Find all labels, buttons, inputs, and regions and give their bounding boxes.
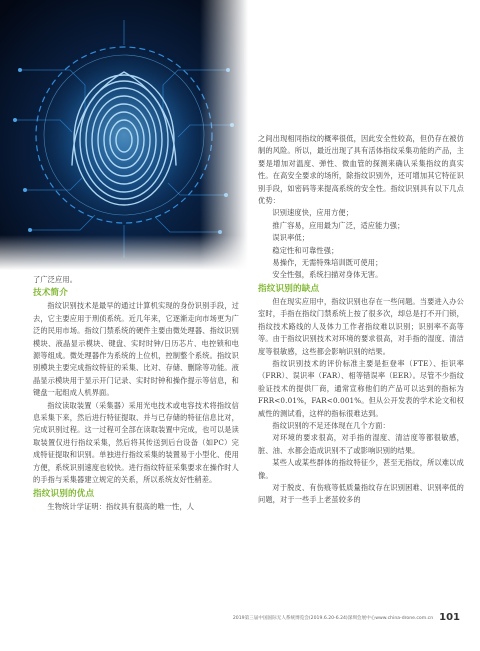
section-heading-disadvantages: 指纹识别的缺点 <box>258 283 320 294</box>
advantage-item: 易操作，无需特殊培训既可使用； <box>272 258 383 268</box>
advantage-item: 安全性强，系统扫描对身体无害。 <box>272 270 383 280</box>
footer-text: 2019第三届中国国际无人系统博览会(2019.6.20-6.24)深圳会展中心www.china-drone.com.cn <box>232 615 434 621</box>
paragraph: 指纹读取装置（采集器）采用光电技术或电容技术将指纹信息采集下来，然后进行特征提取、并与已存储的特征信息比对，完成识别过程。这一过程可全部在读取装置中完成，也可以是读取装置仅进行指纹采集，然后将其传送到后台设备（如PC）完成特征提取和识别。单独进行指纹采集的装置易于小型化、使用方便，系统识别速度也较快。进行指纹特征采集要求在操作时人的手指与采集器建立规定的关系，所以系统友好性稍差。 <box>33 400 239 485</box>
fingerprint-hero-image <box>0 0 248 270</box>
continuation-text: 了广泛应用。 <box>33 275 78 284</box>
paragraph: 指纹识别技术是最早的通过计算机实现的身份识别手段，过去，它主要应用于刑侦系统。近几年来，它逐渐走向市场更为广泛的民用市场。指纹门禁系统的硬件主要由微处理器、指纹识别模块、液晶显示模块、键盘、实时时钟/日历芯片、电控锁和电源等组成。微处理器作为系统的上位机，控制整个系统。指纹识别模块主要完成指纹特征的采集、比对、存储、删除等功能。液晶显示模块用于显示开门记录、实时时钟和操作提示等信息，和键盘一起组成人机界面。 <box>33 301 239 398</box>
advantage-item: 稳定性和可靠性强； <box>272 245 339 255</box>
paragraph: 指纹识别技术的评价标准主要是拒登率（FTE）、拒识率（FRR）、误识率（FAR）、相等错误率（EER）。尽管不少指纹验证技术的提供厂商，通常宣称他们的产品可以达到的指标为FRR<0.01%，FAR<0.001%。但从公开发表的学术论文和权威性的测试看，这样的指标很难达到。 <box>258 358 464 418</box>
left-column <box>33 274 239 513</box>
paragraph: 对于脱皮、有伤痕等低质量指纹存在识别困难、识别率低的问题，对于一些手上老茧较多的 <box>258 482 464 505</box>
page-number: 101 <box>439 612 460 623</box>
paragraph: 之间出现相同指纹的概率很低，因此安全性较高，但仍存在被仿制的风险。所以，最近出现了具有活体指纹采集功能的产品，主要是增加对温度、弹性、微血管的探测来确认采集指纹的真实性。在高安全要求的场所，除指纹识别外，还可增加其它特征识别手段，如密码等来提高系统的安全性。指纹识别具有以下几点优势： <box>258 134 464 206</box>
fingerprint-illustration <box>0 0 248 270</box>
page-footer <box>160 612 460 623</box>
advantage-item: 识别速度快，应用方便； <box>272 208 354 218</box>
paragraph: 但在现实应用中，指纹识别也存在一些问题。当要进入办公室时，手指在指纹门禁系统上按了很多次，却总是打不开门锁，指纹技术路线的人及体力工作者指纹难以识别；识别率不高等等。由于指纹识别技术对环境的要求很高，对手指的湿度、清洁度等很敏感，这些都会影响识别的结果。 <box>258 296 464 356</box>
section-heading-intro: 技术简介 <box>33 288 68 299</box>
section-heading-advantages: 指纹识别的优点 <box>33 488 95 499</box>
advantage-item: 误识率低； <box>272 233 310 243</box>
advantage-item: 推广容易，应用最为广泛，适应能力强； <box>272 220 405 230</box>
right-column <box>258 133 464 507</box>
paragraph: 指纹识别的不足还体现在几个方面： <box>272 420 390 430</box>
paragraph: 某些人或某些群体的指纹特征少，甚至无指纹，所以难以成像。 <box>258 458 464 480</box>
paragraph: 生物统计学证明：指纹具有很高的唯一性，人 <box>47 501 195 511</box>
paragraph: 对环境的要求很高，对手指的湿度、清洁度等都很敏感，脏、油、水都会造成识别不了或影响识别的结果。 <box>258 433 464 455</box>
